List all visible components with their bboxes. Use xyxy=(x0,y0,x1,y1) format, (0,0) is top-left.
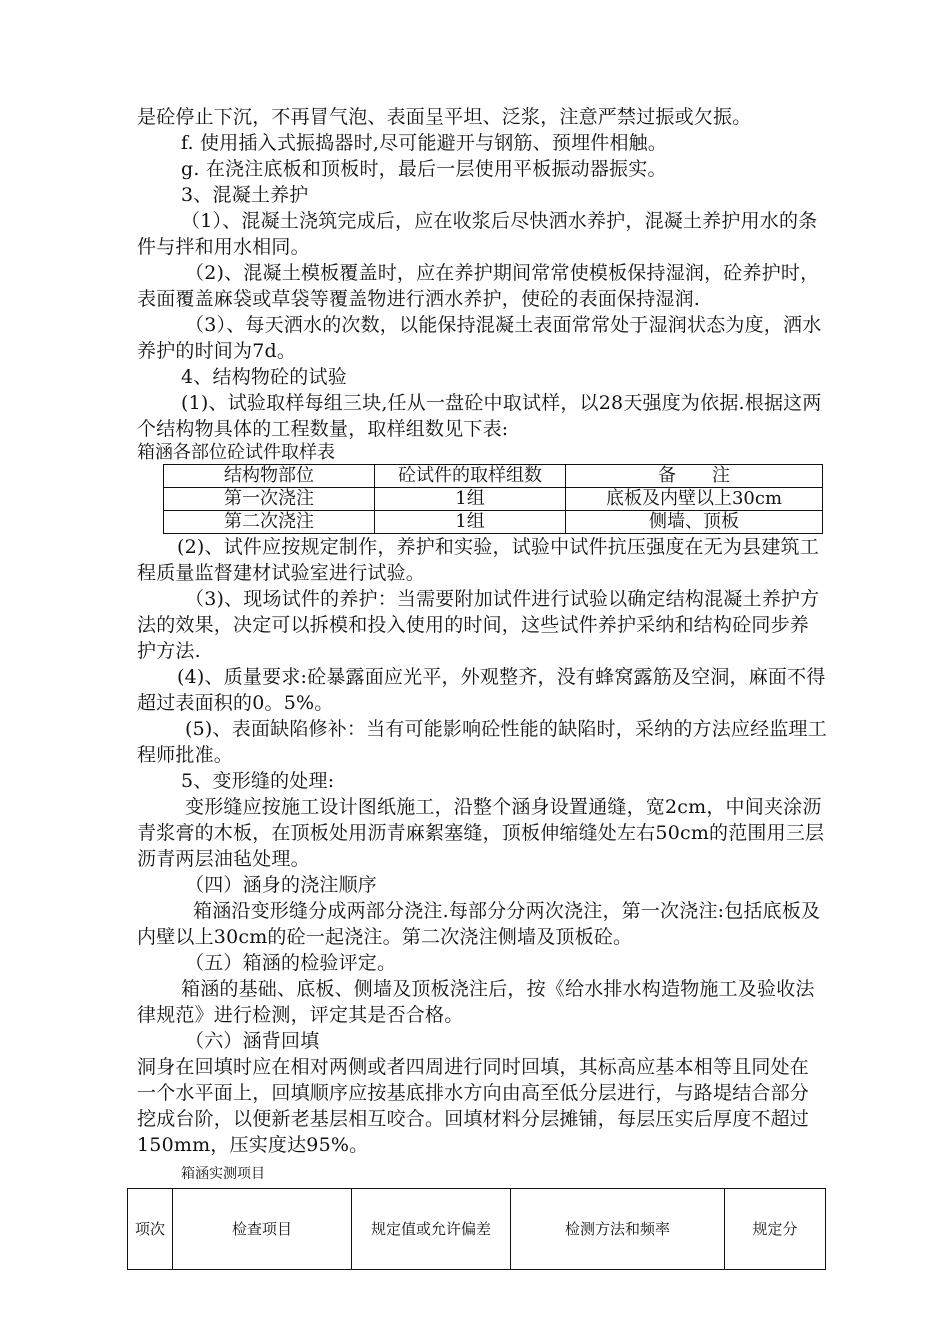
table-caption: 箱涵实测项目 xyxy=(181,1166,265,1182)
table-cell: 第二次浇注 xyxy=(164,511,375,534)
table-cell: 第一次浇注 xyxy=(164,488,375,511)
paragraph: (1)、试验取样每组三块,任从一盘砼中取试样，以28天强度为依据.根据这两个结构物具体的工程数量，取样组数见下表: xyxy=(137,392,822,440)
section-heading: 4、结构物砼的试验 xyxy=(181,366,347,388)
section-heading: 5、变形缝的处理: xyxy=(181,770,335,792)
paragraph: （2)、混凝土模板覆盖时，应在养护期间常常使模板保持湿润，砼养护时，表面覆盖麻袋或草袋等覆盖物进行洒水养护，使砼的表面保持湿润. xyxy=(137,262,820,310)
table-cell: 1组 xyxy=(375,488,566,511)
paragraph: g. 在浇注底板和顶板时，最后一层使用平板振动器振实。 xyxy=(181,158,667,180)
paragraph: 箱涵的基础、底板、侧墙及顶板浇注后，按《给水排水构造物施工及验收法律规范》进行检测，评定其是否合格。 xyxy=(137,978,815,1026)
document-page xyxy=(134,104,827,1270)
paragraph: 变形缝应按施工设计图纸施工，沿整个涵身设置通缝，宽2cm，中间夹涂沥青浆膏的木板，在顶板处用沥青麻絮塞缝，顶板伸缩缝处左右50cm的范围用三层沥青两层油毡处理。 xyxy=(137,796,825,870)
table-header-cell: 检查项目 xyxy=(173,1189,352,1270)
table-header-cell: 备 注 xyxy=(566,465,823,488)
table-header-row xyxy=(164,465,823,488)
table-cell: 1组 xyxy=(375,511,566,534)
paragraph: (5)、表面缺陷修补：当有可能影响砼性能的缺陷时，采纳的方法应经监理工程师批准。 xyxy=(137,718,827,766)
table-header-cell: 检测方法和频率 xyxy=(511,1189,725,1270)
section-heading: 3、混凝土养护 xyxy=(181,184,309,206)
inspection-table xyxy=(127,1188,826,1270)
table-cell: 底板及内壁以上30cm xyxy=(566,488,823,511)
paragraph: (2)、试件应按规定制作，养护和实验，试验中试件抗压强度在无为县建筑工程质量监督建材试验室进行试验。 xyxy=(137,536,819,584)
section-heading: （六）涵背回填 xyxy=(185,1030,320,1052)
table-header-row xyxy=(128,1189,826,1270)
table-cell: 侧墙、顶板 xyxy=(566,511,823,534)
paragraph: （3）、每天洒水的次数，以能保持混凝土表面常常处于湿润状态为度，洒水养护的时间为7d。 xyxy=(137,314,822,362)
paragraph: 箱涵沿变形缝分成两部分浇注.每部分分两次浇注，第一次浇注:包括底板及内壁以上30cm的砼一起浇注。第二次浇注侧墙及顶板砼。 xyxy=(137,900,821,948)
paragraph: f. 使用插入式振捣器时,尽可能避开与钢筋、预埋件相触。 xyxy=(181,132,668,154)
table-header-cell: 规定分 xyxy=(725,1189,826,1270)
table-caption: 箱涵各部位砼试件取样表 xyxy=(137,442,335,463)
table-row xyxy=(164,488,823,511)
paragraph: （1）、混凝土浇筑完成后，应在收浆后尽快洒水养护，混凝土养护用水的条件与拌和用水相同。 xyxy=(137,210,818,258)
paragraph: (4)、质量要求:砼暴露面应光平，外观整齐，没有蜂窝露筋及空洞，麻面不得超过表面积的0。5%。 xyxy=(137,666,826,714)
sampling-table xyxy=(163,464,823,534)
paragraph: 是砼停止下沉，不再冒气泡、表面呈平坦、泛浆，注意严禁过振或欠振。 xyxy=(137,106,752,128)
section-heading: （四）涵身的浇注顺序 xyxy=(185,874,378,896)
table-row xyxy=(164,511,823,534)
paragraph: （3)、现场试件的养护：当需要附加试件进行试验以确定结构混凝土养护方法的效果，决定可以拆模和投入使用的时间，这些试件养护采纳和结构砼同步养护方法. xyxy=(137,588,820,662)
table-header-cell: 结构物部位 xyxy=(164,465,375,488)
paragraph: 洞身在回填时应在相对两侧或者四周进行同时回填，其标高应基本相等且同处在一个水平面上，回填顺序应按基底排水方向由高至低分层进行，与路堤结合部分挖成台阶，以便新老基层相互咬合。回填材料分层摊铺，每层压实后厚度不超过150mm，压实度达95%。 xyxy=(137,1056,810,1156)
table-header-cell: 项次 xyxy=(128,1189,173,1270)
section-heading: （五）箱涵的检验评定。 xyxy=(185,952,397,974)
table-header-cell: 砼试件的取样组数 xyxy=(375,465,566,488)
table-header-cell: 规定值或允许偏差 xyxy=(352,1189,511,1270)
